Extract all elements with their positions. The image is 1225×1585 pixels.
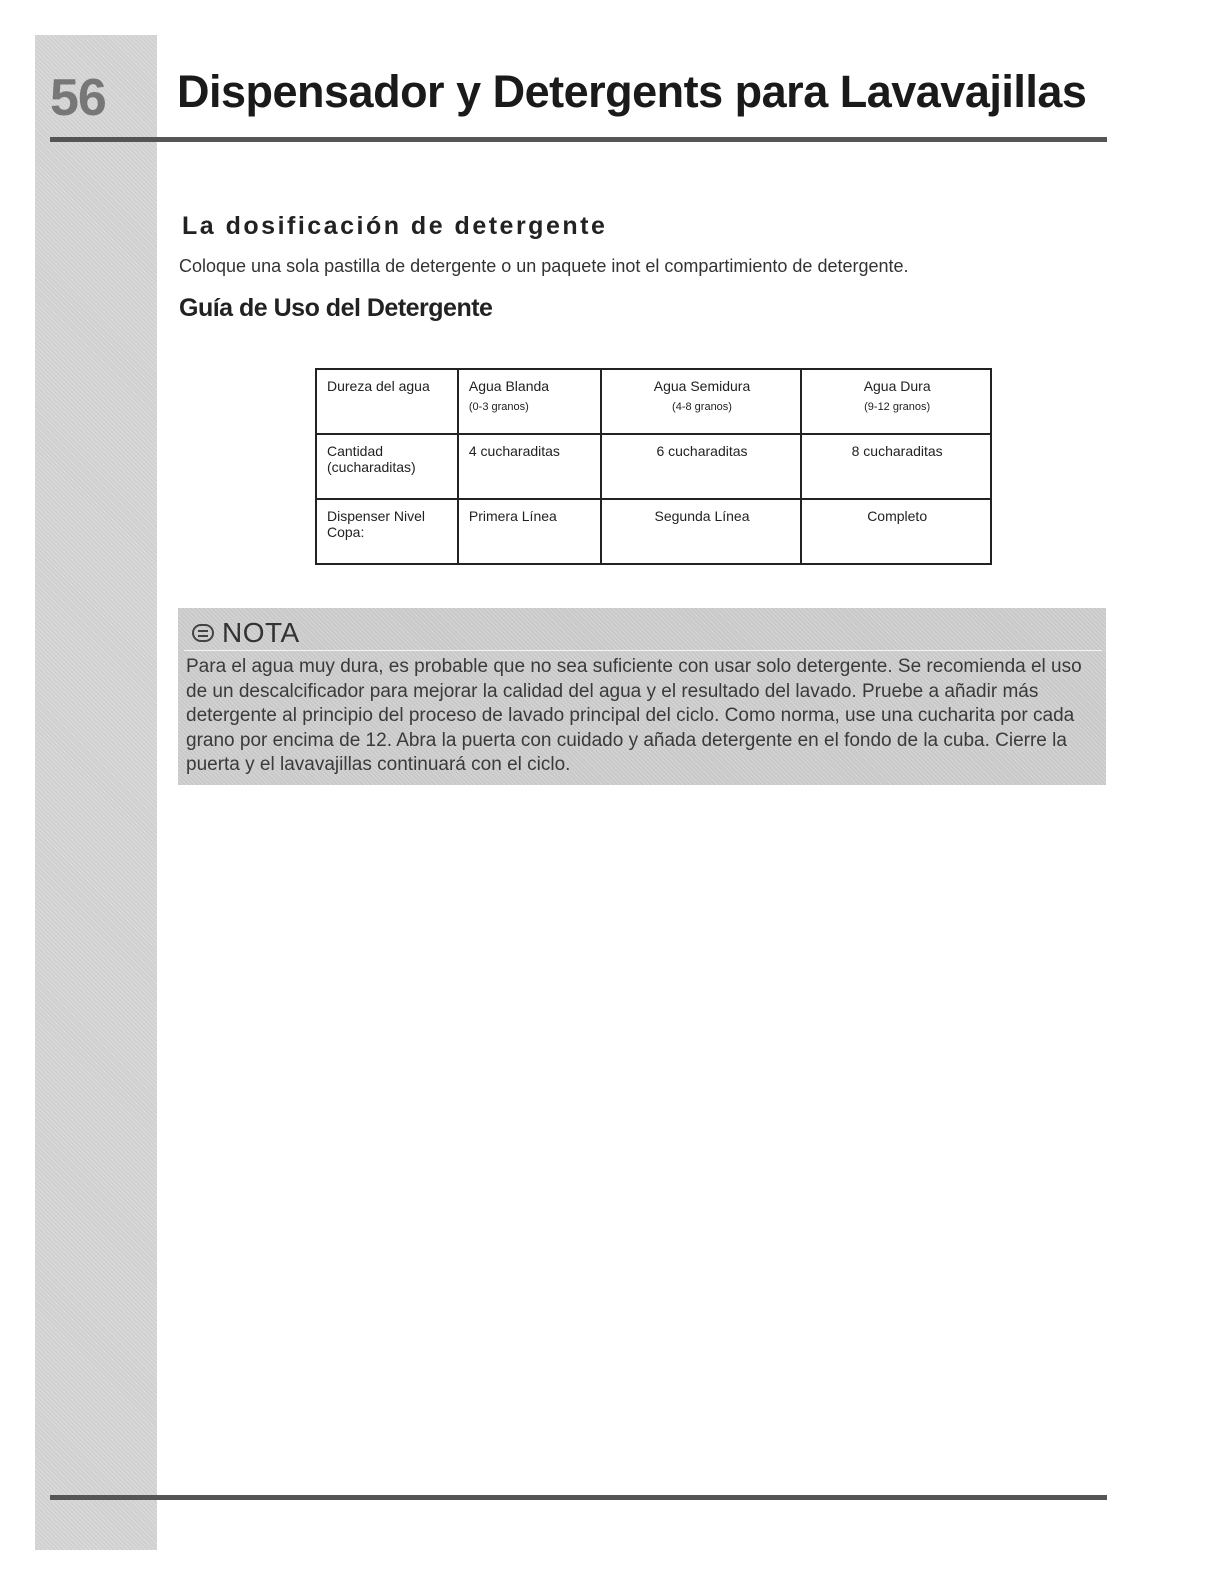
table-cell: Primera Línea <box>458 499 601 564</box>
note-box <box>178 608 1106 785</box>
table-cell: 4 cucharaditas <box>458 434 601 499</box>
page-number: 56 <box>50 69 106 127</box>
note-icon <box>192 624 214 642</box>
header-divider <box>50 137 1107 142</box>
row-label: Dispenser Nivel Copa: <box>316 499 458 564</box>
cell-main: Agua Dura <box>863 378 931 394</box>
table-cell: Completo <box>801 499 991 564</box>
cell-main: Agua Semidura <box>653 378 751 394</box>
table-cell <box>458 369 601 434</box>
section-heading: La dosificación de detergente <box>182 212 608 240</box>
note-label: NOTA <box>222 617 300 648</box>
table-cell: 8 cucharaditas <box>801 434 991 499</box>
table-row-water-hardness <box>316 369 991 434</box>
cell-sub: (0-3 granos) <box>468 401 529 413</box>
detergent-guide-table <box>315 368 992 565</box>
cell-sub: (9-12 granos) <box>864 401 931 413</box>
page-title: Dispensador y Detergents para Lavavajillas <box>177 66 1087 117</box>
table-row-quantity <box>316 434 991 499</box>
row-label: Cantidad (cucharaditas) <box>316 434 458 499</box>
cell-sub: (4-8 granos) <box>672 401 732 413</box>
table-cell: Segunda Línea <box>601 499 802 564</box>
table-cell <box>801 369 991 434</box>
note-divider <box>184 650 1102 651</box>
row-label: Dureza del agua <box>316 369 458 434</box>
table-cell <box>601 369 802 434</box>
cell-main: Agua Blanda <box>468 378 550 394</box>
intro-text: Coloque una sola pastilla de detergente o un paquete inot el compartimiento de detergente. <box>179 256 909 276</box>
table-row-dispenser-level <box>316 499 991 564</box>
side-band <box>35 35 157 1550</box>
detergent-guide-heading: Guía de Uso del Detergente <box>179 294 493 322</box>
note-header <box>192 616 300 650</box>
table-cell: 6 cucharaditas <box>601 434 802 499</box>
footer-divider <box>50 1495 1107 1500</box>
note-text: Para el agua muy dura, es probable que no sea suficiente con usar solo detergente. Se recomienda el uso de un descalcificador para mejorar la calidad del agua y el resultado del lavado. Pruebe a añadir más detergente al principio del proceso de lavado principal del ciclo. Como norma, use una cucharita por cada grano por encima de 12. Abra la puerta con cuidado y añada detergente en el fondo de la cuba. Cierre la puerta y el lavavajillas continuará con el ciclo. <box>186 656 1082 775</box>
